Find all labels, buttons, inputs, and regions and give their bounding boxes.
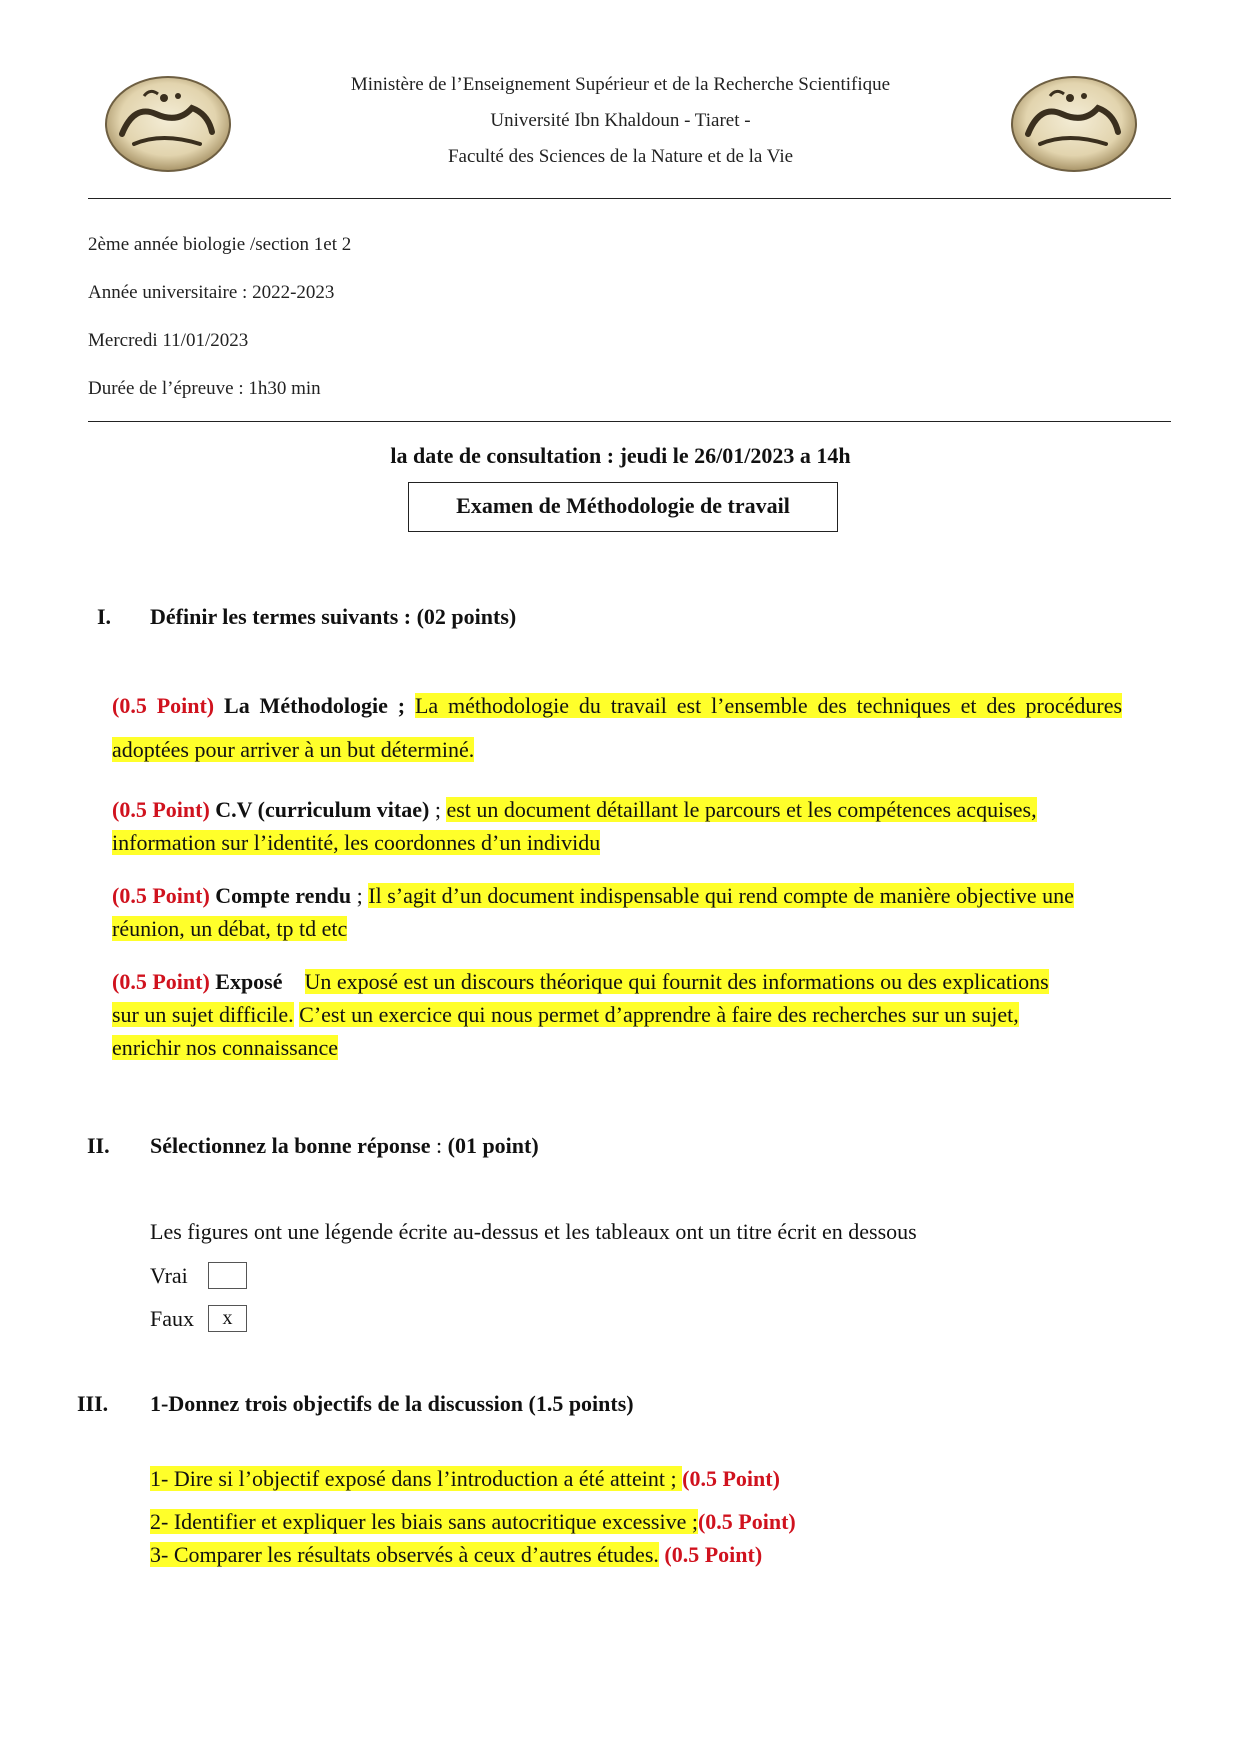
definition-points: (0.5 Point) [112,883,210,908]
definition-term: Exposé [215,969,283,994]
section2-title-sep: : [430,1133,448,1158]
info-divider [88,421,1171,422]
option-faux-checkbox[interactable]: x [208,1305,247,1332]
definition-separator: ; [351,883,369,908]
definition-points: (0.5 Point) [112,797,210,822]
academic-year: Année universitaire : 2022-2023 [88,282,335,303]
objective-points: (0.5 Point) [697,1509,796,1534]
section1-title: Définir les termes suivants : (02 points) [150,604,517,629]
definition-points: (0.5 Point) [112,969,210,994]
definition-compte-rendu [112,879,1122,945]
definition-answer-extra: C’est un exercice qui nous permet d’apprendre à faire des recherches sur un sujet, enrichir nos connaissance [112,1002,1019,1060]
true-false-statement: Les figures ont une légende écrite au-dessus et les tableaux ont un titre écrit en dessous [150,1219,917,1244]
faculty-name: Faculté des Sciences de la Nature et de la Vie [447,146,794,167]
section2-number: II. [87,1133,110,1158]
consultation-date: la date de consultation : jeudi le 26/01/2023 a 14h [390,443,851,468]
definition-cv [112,793,1122,859]
definition-methodologie [112,684,1122,772]
objective-text: 1- Dire si l’objectif exposé dans l’introduction a été atteint ; [150,1466,683,1491]
definition-separator: ; [429,797,447,822]
definition-answer: est un document détaillant le parcours et les compétences acquises, information sur l’identité, les coordonnes d’un individu [112,797,1037,855]
section3-title: 1-Donnez trois objectifs de la discussion (1.5 points) [150,1391,634,1416]
definition-answer: Un exposé est un discours théorique qui fournit des informations ou des explications sur un sujet difficile. [112,969,1049,1027]
exam-title: Examen de Méthodologie de travail [408,482,838,532]
objective-text: 3- Comparer les résultats observés à ceux d’autres études. [150,1542,659,1567]
section1-number: I. [97,604,112,629]
option-faux-label: Faux [150,1306,194,1331]
definition-answer: Il s’agit d’un document indispensable qui rend compte de manière objective une réunion, un débat, tp td etc [112,883,1074,941]
definition-answer: La méthodologie du travail est l’ensemble des techniques et des procédures adoptées pour arriver à un but déterminé. [112,693,1123,762]
definition-term: La Méthodologie ; [224,693,406,718]
objective-item [150,1542,762,1568]
definition-term: C.V (curriculum vitae) [215,797,430,822]
ministry-name: Ministère de l’Enseignement Supérieur et de la Recherche Scientifique [350,74,891,95]
exam-duration: Durée de l’épreuve : 1h30 min [88,378,321,399]
objective-text: 2- Identifier et expliquer les biais sans autocritique excessive ; [150,1509,698,1534]
option-vrai-checkbox[interactable] [208,1262,247,1289]
definition-points: (0.5 Point) [112,693,215,718]
university-name: Université Ibn Khaldoun - Tiaret - [490,110,751,131]
objective-item [150,1509,796,1535]
objective-item [150,1466,780,1492]
objective-points: (0.5 Point) [682,1466,780,1491]
objective-points: (0.5 Point) [664,1542,763,1567]
exam-date: Mercredi 11/01/2023 [88,330,249,351]
definition-expose [112,965,1072,1064]
section3-number: III. [77,1391,109,1416]
section2-title [150,1133,539,1159]
option-vrai-label: Vrai [150,1263,188,1288]
header-divider [88,198,1171,199]
section2-title-points: (01 point) [447,1133,539,1158]
section2-title-text: Sélectionnez la bonne réponse [150,1133,431,1158]
class-level: 2ème année biologie /section 1et 2 [88,234,352,255]
definition-term: Compte rendu [215,883,352,908]
